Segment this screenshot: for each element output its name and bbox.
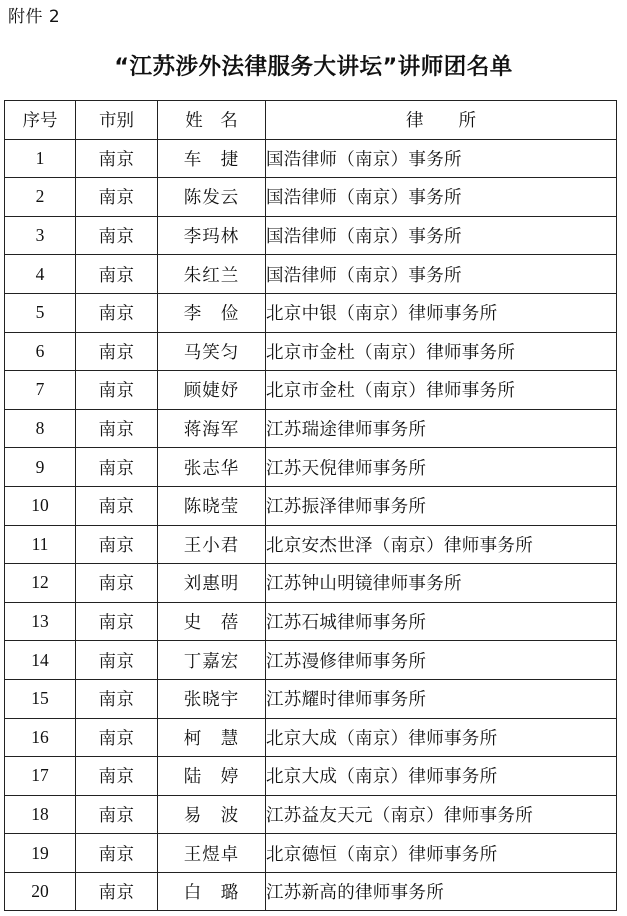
lecturer-name-cell: 顾婕妤 [158,371,266,410]
lecturer-name-cell: 李玛林 [158,216,266,255]
city-cell: 南京 [76,371,158,410]
serial-number-cell: 5 [5,293,76,332]
table-row [5,718,617,757]
table-row [5,757,617,796]
table-body [5,139,617,911]
table-row [5,641,617,680]
serial-number-cell: 10 [5,486,76,525]
city-cell: 南京 [76,255,158,294]
table-row [5,139,617,178]
city-cell: 南京 [76,448,158,487]
city-cell: 南京 [76,139,158,178]
serial-number-cell: 3 [5,216,76,255]
city-cell: 南京 [76,293,158,332]
serial-number-cell: 17 [5,757,76,796]
city-cell: 南京 [76,486,158,525]
city-cell: 南京 [76,795,158,834]
law-firm-cell: 北京市金杜（南京）律师事务所 [266,371,617,410]
lecturer-name-cell: 马笑匀 [158,332,266,371]
law-firm-cell: 北京市金杜（南京）律师事务所 [266,332,617,371]
lecturer-name-cell: 蒋海军 [158,409,266,448]
city-cell: 南京 [76,641,158,680]
serial-number-cell: 16 [5,718,76,757]
table-row [5,602,617,641]
lecturer-name-cell: 车 捷 [158,139,266,178]
serial-number-cell: 4 [5,255,76,294]
law-firm-cell: 江苏天倪律师事务所 [266,448,617,487]
city-cell: 南京 [76,757,158,796]
attachment-label: 附件 2 [8,7,61,27]
law-firm-cell: 江苏振泽律师事务所 [266,486,617,525]
header-law-firm: 律 所 [266,101,617,140]
city-cell: 南京 [76,178,158,217]
law-firm-cell: 国浩律师（南京）事务所 [266,139,617,178]
law-firm-cell: 北京德恒（南京）律师事务所 [266,834,617,873]
serial-number-cell: 9 [5,448,76,487]
serial-number-cell: 2 [5,178,76,217]
lecturer-name-cell: 丁嘉宏 [158,641,266,680]
city-cell: 南京 [76,332,158,371]
lecturer-name-cell: 张晓宇 [158,679,266,718]
serial-number-cell: 7 [5,371,76,410]
city-cell: 南京 [76,564,158,603]
law-firm-cell: 江苏石城律师事务所 [266,602,617,641]
serial-number-cell: 13 [5,602,76,641]
table-row [5,178,617,217]
city-cell: 南京 [76,602,158,641]
law-firm-cell: 北京中银（南京）律师事务所 [266,293,617,332]
lecturer-name-cell: 王小君 [158,525,266,564]
lecturer-name-cell: 陈发云 [158,178,266,217]
lecturer-name-cell: 张志华 [158,448,266,487]
lecturer-name-cell: 李 俭 [158,293,266,332]
serial-number-cell: 6 [5,332,76,371]
city-cell: 南京 [76,409,158,448]
law-firm-cell: 北京大成（南京）律师事务所 [266,757,617,796]
table-row [5,448,617,487]
city-cell: 南京 [76,679,158,718]
law-firm-cell: 江苏漫修律师事务所 [266,641,617,680]
lecturer-roster-table [4,100,617,911]
law-firm-cell: 国浩律师（南京）事务所 [266,255,617,294]
city-cell: 南京 [76,525,158,564]
lecturer-name-cell: 陆 婷 [158,757,266,796]
header-city: 市别 [76,101,158,140]
law-firm-cell: 北京安杰世泽（南京）律师事务所 [266,525,617,564]
table-row [5,679,617,718]
serial-number-cell: 18 [5,795,76,834]
serial-number-cell: 20 [5,872,76,911]
lecturer-name-cell: 陈晓莹 [158,486,266,525]
document-title: “江苏涉外法律服务大讲坛”讲师团名单 [114,54,513,80]
city-cell: 南京 [76,834,158,873]
lecturer-name-cell: 柯 慧 [158,718,266,757]
city-cell: 南京 [76,216,158,255]
header-serial-number: 序号 [5,101,76,140]
law-firm-cell: 国浩律师（南京）事务所 [266,216,617,255]
table-row [5,486,617,525]
table-row [5,409,617,448]
table-row [5,564,617,603]
lecturer-name-cell: 史 蓓 [158,602,266,641]
table-row [5,795,617,834]
table-row [5,332,617,371]
law-firm-cell: 江苏新高的律师事务所 [266,872,617,911]
table-row [5,525,617,564]
law-firm-cell: 江苏耀时律师事务所 [266,679,617,718]
law-firm-cell: 江苏钟山明镜律师事务所 [266,564,617,603]
table-row [5,293,617,332]
table-row [5,371,617,410]
lecturer-name-cell: 易 波 [158,795,266,834]
law-firm-cell: 江苏益友天元（南京）律师事务所 [266,795,617,834]
table-row [5,255,617,294]
table-row [5,872,617,911]
table-header-row [5,101,617,140]
table-row [5,834,617,873]
law-firm-cell: 北京大成（南京）律师事务所 [266,718,617,757]
serial-number-cell: 11 [5,525,76,564]
lecturer-name-cell: 王煜卓 [158,834,266,873]
header-name: 姓 名 [158,101,266,140]
city-cell: 南京 [76,872,158,911]
lecturer-name-cell: 白 璐 [158,872,266,911]
serial-number-cell: 12 [5,564,76,603]
serial-number-cell: 1 [5,139,76,178]
law-firm-cell: 国浩律师（南京）事务所 [266,178,617,217]
lecturer-name-cell: 刘惠明 [158,564,266,603]
law-firm-cell: 江苏瑞途律师事务所 [266,409,617,448]
serial-number-cell: 8 [5,409,76,448]
city-cell: 南京 [76,718,158,757]
serial-number-cell: 19 [5,834,76,873]
lecturer-name-cell: 朱红兰 [158,255,266,294]
table-row [5,216,617,255]
serial-number-cell: 15 [5,679,76,718]
serial-number-cell: 14 [5,641,76,680]
